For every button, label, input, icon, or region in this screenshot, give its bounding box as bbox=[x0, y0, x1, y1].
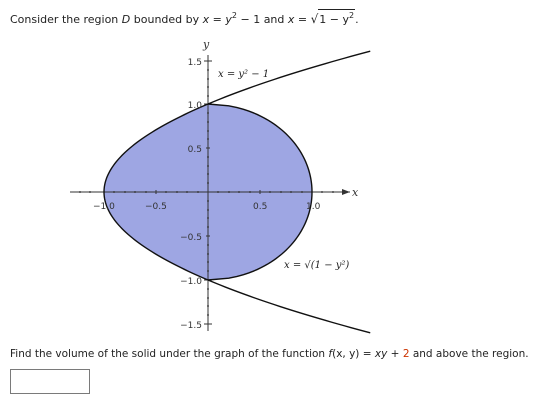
region-name: D bbox=[121, 13, 131, 26]
x-axis-label: x bbox=[352, 186, 359, 199]
equals-sign: = bbox=[359, 348, 375, 360]
x-tick-label: −1.0 bbox=[93, 202, 115, 212]
function-constant: 2 bbox=[402, 348, 410, 360]
eq2-lhs: x bbox=[287, 13, 295, 26]
question-end: and above the region. bbox=[409, 348, 529, 360]
x-tick-label: 1.0 bbox=[306, 202, 321, 212]
prompt-text-middle: bounded by bbox=[130, 13, 203, 26]
y-tick-label: −1.0 bbox=[180, 277, 202, 287]
parabola-label: x = y² − 1 bbox=[218, 69, 270, 80]
y-tick-label: 1.0 bbox=[187, 101, 202, 111]
y-tick-label: −0.5 bbox=[180, 233, 202, 243]
y-tick-label: 0.5 bbox=[187, 145, 202, 155]
eq1-exponent: 2 bbox=[231, 11, 237, 20]
answer-input[interactable] bbox=[10, 369, 90, 394]
x-tick-label: 0.5 bbox=[253, 202, 268, 212]
eq1-var: y bbox=[225, 13, 232, 26]
eq2-exponent: 2 bbox=[349, 11, 355, 20]
y-axis-label: y bbox=[203, 38, 210, 51]
semicircle-label: x = √(1 − y²) bbox=[284, 260, 350, 271]
eq2-radicand: 1 − y bbox=[319, 13, 349, 26]
plus-sign: + bbox=[387, 348, 403, 360]
prompt-text-start: Consider the region bbox=[10, 13, 122, 26]
y-tick-label: −1.5 bbox=[180, 321, 202, 331]
x-tick-label: −0.5 bbox=[145, 202, 167, 212]
sqrt-expression: $√1 - y^2$ bbox=[310, 11, 355, 26]
problem-statement: Consider the region D bounded by $x = y^2 - 1$ and $x = √1 - y^2$. bbox=[10, 11, 359, 26]
prompt-period: . bbox=[355, 13, 359, 26]
eq1-lhs: x bbox=[202, 13, 210, 26]
eq1-rest: − 1 and bbox=[236, 13, 288, 26]
function-name: f bbox=[328, 348, 333, 360]
x-axis-arrow bbox=[342, 189, 350, 195]
question-start: Find the volume of the solid under the graph of the function bbox=[10, 348, 329, 360]
question-text bbox=[10, 348, 529, 360]
function-expression: xy bbox=[374, 348, 388, 360]
y-tick-label: 1.5 bbox=[187, 58, 202, 68]
function-args: (x, y) bbox=[332, 348, 360, 360]
